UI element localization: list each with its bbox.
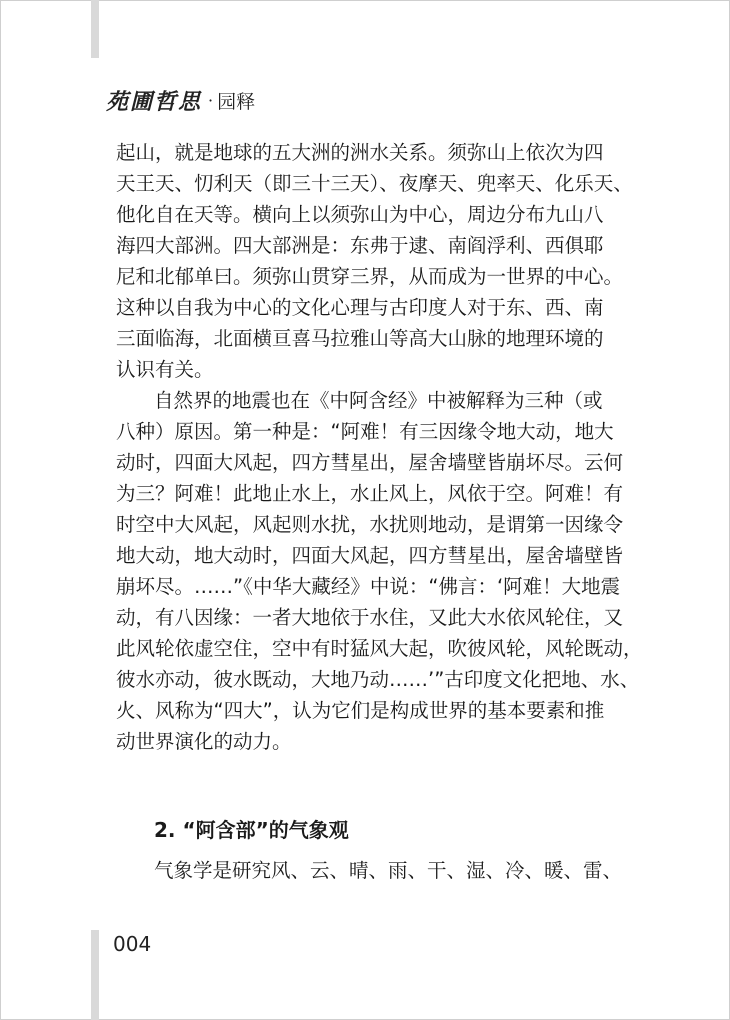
text-line: 海四大部洲。四大部洲是：东弗于逮、南阎浮利、西俱耶 bbox=[116, 234, 604, 257]
gutter-bar-top bbox=[91, 0, 99, 58]
text-line: 崩坏尽。……”《中华大藏经》中说：“佛言：‘阿难！大地震 bbox=[116, 575, 621, 598]
page-number: 004 bbox=[113, 932, 152, 956]
text-line: 火、风称为“四大”，认为它们是构成世界的基本要素和推 bbox=[116, 699, 605, 722]
text-line: 自然界的地震也在《中阿含经》中被解释为三种（或 bbox=[154, 389, 603, 412]
text-line: 此风轮依虚空住，空中有时猛风大起，吹彼风轮，风轮既动， bbox=[116, 637, 643, 660]
body-text bbox=[116, 137, 643, 757]
text-line: 动，有八因缘：一者大地依于水住，又此大水依风轮住，又 bbox=[116, 606, 624, 629]
text-line: 时空中大风起，风起则水扰，水扰则地动，是谓第一因缘令 bbox=[116, 513, 624, 536]
section-name: 园释 bbox=[217, 90, 256, 113]
text-line: 天王天、忉利天（即三十三天）、夜摩天、兜率天、化乐天、 bbox=[116, 172, 633, 195]
text-line: 为三？阿难！此地止水上，水止风上，风依于空。阿难！有 bbox=[116, 482, 624, 505]
text-line: 尼和北郁单曰。须弥山贯穿三界，从而成为一世界的中心。 bbox=[116, 265, 624, 288]
text-line: 三面临海，北面横亘喜马拉雅山等高大山脉的地理环境的 bbox=[116, 327, 604, 350]
text-line: 他化自在天等。横向上以须弥山为中心，周边分布九山八 bbox=[116, 203, 604, 226]
text-line: 八种）原因。第一种是：“阿难！有三因缘令地大动，地大 bbox=[116, 420, 614, 443]
text-line: 地大动，地大动时，四面大风起，四方彗星出，屋舍墙壁皆 bbox=[116, 544, 624, 567]
gutter-bar-bottom bbox=[91, 930, 99, 1020]
text-line: 彼水亦动，彼水既动，大地乃动……’”古印度文化把地、水、 bbox=[116, 668, 640, 691]
section-heading: 2. “阿含部”的气象观 bbox=[154, 818, 349, 842]
text-line: 起山，就是地球的五大洲的洲水关系。须弥山上依次为四 bbox=[116, 141, 604, 164]
running-head bbox=[106, 84, 255, 116]
series-title: 苑圃哲思 bbox=[106, 88, 203, 115]
text-line: 动时，四面大风起，四方彗星出，屋舍墙壁皆崩坏尽。云何 bbox=[116, 451, 624, 474]
header-separator: · bbox=[208, 90, 214, 110]
text-line: 气象学是研究风、云、晴、雨、干、湿、冷、暖、雷、 bbox=[154, 859, 623, 882]
text-line: 认识有关。 bbox=[116, 358, 214, 381]
text-line: 这种以自我为中心的文化心理与古印度人对于东、西、南 bbox=[116, 296, 604, 319]
text-line: 动世界演化的动力。 bbox=[116, 730, 292, 753]
